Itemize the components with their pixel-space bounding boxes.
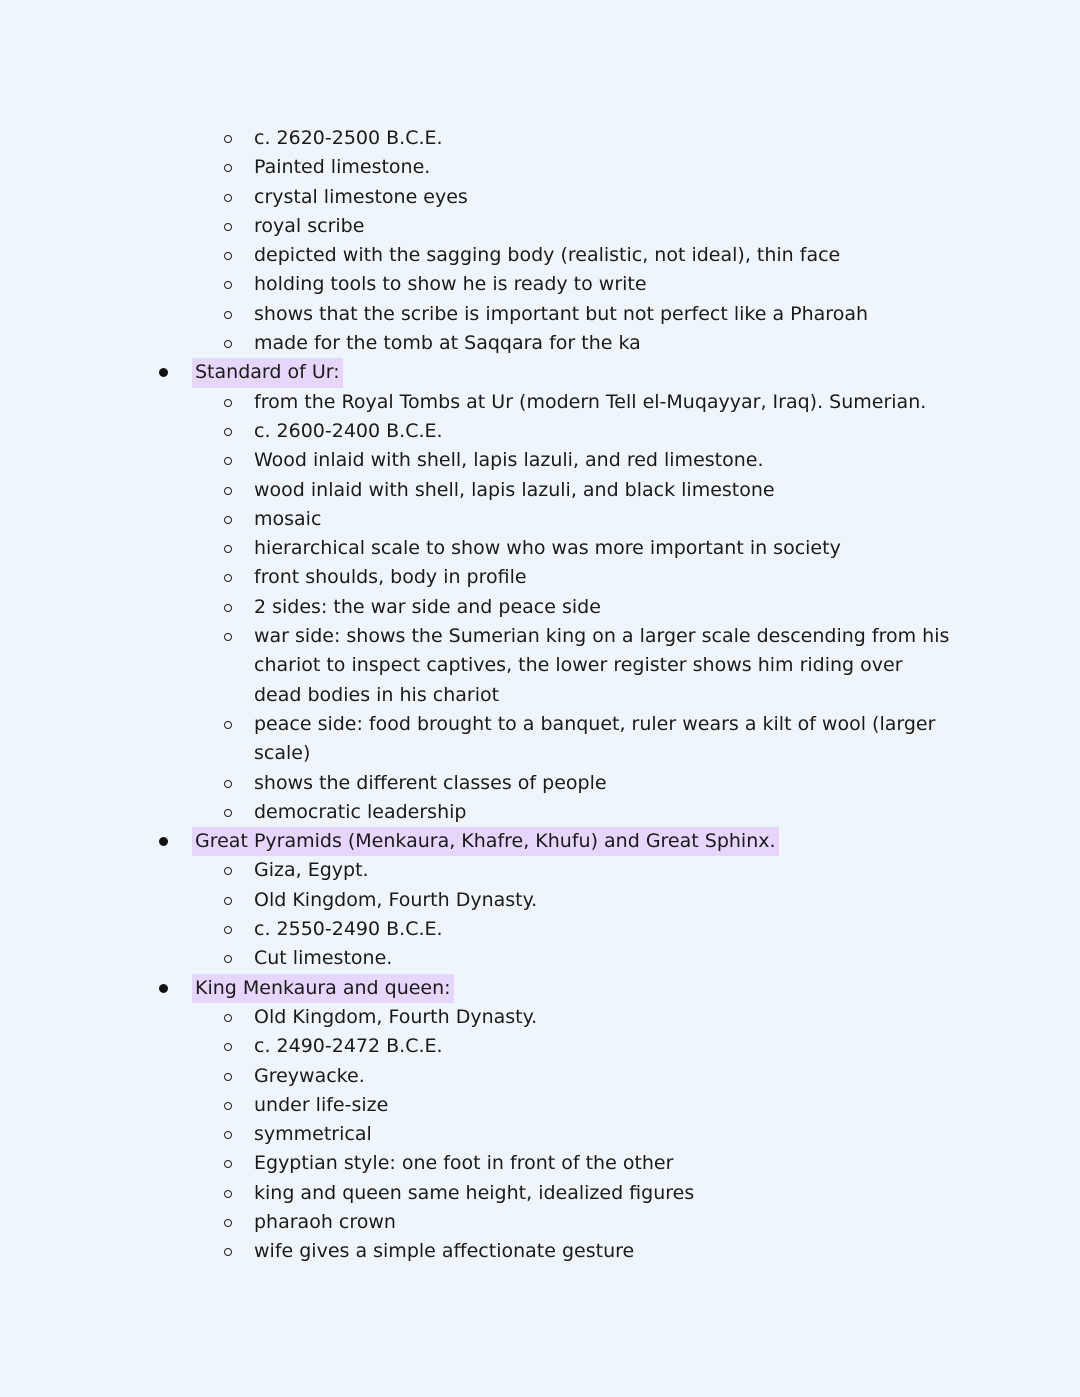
list-item: holding tools to show he is ready to write <box>0 270 1080 299</box>
section-heading <box>0 974 1080 1003</box>
list-item: depicted with the sagging body (realistic, not ideal), thin face <box>0 241 1080 270</box>
circle-bullet-icon <box>224 1160 232 1168</box>
list-item: wood inlaid with shell, lapis lazuli, and black limestone <box>0 476 1080 505</box>
list-item: Painted limestone. <box>0 153 1080 182</box>
circle-bullet-icon <box>224 1248 232 1256</box>
circle-bullet-icon <box>224 926 232 934</box>
list-item: made for the tomb at Saqqara for the ka <box>0 329 1080 358</box>
section-scribe-continued <box>0 124 1080 358</box>
circle-bullet-icon <box>224 428 232 436</box>
list-item: democratic leadership <box>0 798 1080 827</box>
list-item: king and queen same height, idealized figures <box>0 1179 1080 1208</box>
circle-bullet-icon <box>224 897 232 905</box>
list-item: war side: shows the Sumerian king on a larger scale descending from his chariot to inspect captives, the lower register shows him riding over dead bodies in his chariot <box>0 622 1080 710</box>
list-item: c. 2620-2500 B.C.E. <box>0 124 1080 153</box>
list-item: hierarchical scale to show who was more important in society <box>0 534 1080 563</box>
circle-bullet-icon <box>224 457 232 465</box>
list-item: shows the different classes of people <box>0 769 1080 798</box>
list-item: Old Kingdom, Fourth Dynasty. <box>0 1003 1080 1032</box>
list-item: c. 2600-2400 B.C.E. <box>0 417 1080 446</box>
list-item: crystal limestone eyes <box>0 183 1080 212</box>
section-great-pyramids <box>0 827 1080 973</box>
section-king-menkaura <box>0 974 1080 1267</box>
circle-bullet-icon <box>224 1131 232 1139</box>
list-item: Wood inlaid with shell, lapis lazuli, and red limestone. <box>0 446 1080 475</box>
circle-bullet-icon <box>224 1190 232 1198</box>
section-heading <box>0 827 1080 856</box>
circle-bullet-icon <box>224 780 232 788</box>
highlighted-heading: Standard of Ur: <box>192 358 343 387</box>
circle-bullet-icon <box>224 955 232 963</box>
list-item: shows that the scribe is important but not perfect like a Pharoah <box>0 300 1080 329</box>
section-heading <box>0 358 1080 387</box>
circle-bullet-icon <box>224 1043 232 1051</box>
circle-bullet-icon <box>224 574 232 582</box>
circle-bullet-icon <box>224 164 232 172</box>
list-item: pharaoh crown <box>0 1208 1080 1237</box>
circle-bullet-icon <box>224 1073 232 1081</box>
circle-bullet-icon <box>224 135 232 143</box>
circle-bullet-icon <box>224 340 232 348</box>
circle-bullet-icon <box>224 604 232 612</box>
bullet-icon <box>159 368 168 377</box>
circle-bullet-icon <box>224 252 232 260</box>
circle-bullet-icon <box>224 223 232 231</box>
circle-bullet-icon <box>224 545 232 553</box>
highlighted-heading: Great Pyramids (Menkaura, Khafre, Khufu) and Great Sphinx. <box>192 827 779 856</box>
list-item: wife gives a simple affectionate gesture <box>0 1237 1080 1266</box>
list-item: c. 2550-2490 B.C.E. <box>0 915 1080 944</box>
list-item: under life-size <box>0 1091 1080 1120</box>
list-item: c. 2490-2472 B.C.E. <box>0 1032 1080 1061</box>
list-item: mosaic <box>0 505 1080 534</box>
list-item: front shoulds, body in profile <box>0 563 1080 592</box>
highlighted-heading: King Menkaura and queen: <box>192 974 454 1003</box>
list-item: peace side: food brought to a banquet, ruler wears a kilt of wool (larger scale) <box>0 710 1080 769</box>
list-item: Old Kingdom, Fourth Dynasty. <box>0 886 1080 915</box>
list-item: Greywacke. <box>0 1062 1080 1091</box>
circle-bullet-icon <box>224 194 232 202</box>
circle-bullet-icon <box>224 487 232 495</box>
circle-bullet-icon <box>224 867 232 875</box>
circle-bullet-icon <box>224 1014 232 1022</box>
list-item: symmetrical <box>0 1120 1080 1149</box>
list-item: Cut limestone. <box>0 944 1080 973</box>
circle-bullet-icon <box>224 399 232 407</box>
circle-bullet-icon <box>224 311 232 319</box>
circle-bullet-icon <box>224 516 232 524</box>
bullet-icon <box>159 837 168 846</box>
circle-bullet-icon <box>224 1219 232 1227</box>
circle-bullet-icon <box>224 281 232 289</box>
circle-bullet-icon <box>224 809 232 817</box>
circle-bullet-icon <box>224 721 232 729</box>
list-item: Egyptian style: one foot in front of the other <box>0 1149 1080 1178</box>
circle-bullet-icon <box>224 633 232 641</box>
bullet-icon <box>159 984 168 993</box>
list-item: royal scribe <box>0 212 1080 241</box>
section-standard-of-ur <box>0 358 1080 827</box>
list-item: from the Royal Tombs at Ur (modern Tell el-Muqayyar, Iraq). Sumerian. <box>0 388 1080 417</box>
circle-bullet-icon <box>224 1102 232 1110</box>
list-item: Giza, Egypt. <box>0 856 1080 885</box>
list-item: 2 sides: the war side and peace side <box>0 593 1080 622</box>
